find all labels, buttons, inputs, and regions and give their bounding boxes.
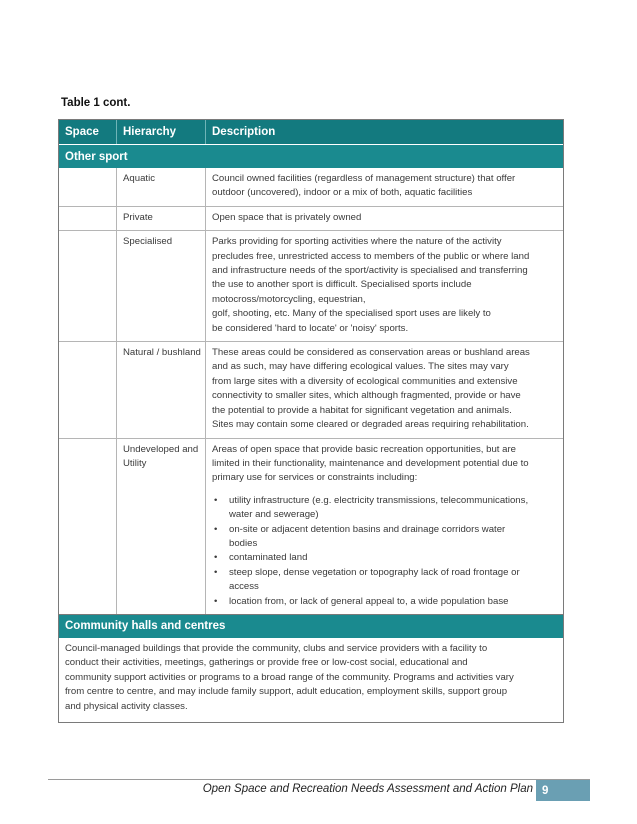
community-line: from centre to centre, and may include family support, adult education, employment skills, support group <box>65 686 508 698</box>
list-item-line: water and sewerage) <box>229 509 319 521</box>
description-line: Open space that is privately owned <box>212 211 362 223</box>
space-cell <box>59 231 117 341</box>
section-rows-other-sport <box>59 168 563 614</box>
description-line: the use to another sport is difficult. Specialised sports include <box>212 279 472 291</box>
section-title-community-halls: Community halls and centres <box>59 614 563 638</box>
constraint-list <box>212 494 557 609</box>
page-number: 9 <box>536 780 590 801</box>
header-space: Space <box>59 120 117 144</box>
list-item <box>212 566 557 595</box>
description-line: These areas could be considered as conservation areas or bushland areas <box>212 347 530 359</box>
table-row <box>59 230 563 341</box>
description-line: limited in their functionality, maintenance and development potential due to <box>212 457 529 469</box>
hierarchy-cell: Undeveloped and Utility <box>117 439 206 614</box>
table-caption: Table 1 cont. <box>61 97 131 109</box>
description-line: motocross/motorcycling, equestrian, <box>212 293 366 305</box>
list-item <box>212 595 557 609</box>
table-header-row <box>59 120 563 144</box>
description-line: Areas of open space that provide basic recreation opportunities, but are <box>212 443 516 455</box>
list-item-line: • location from, or lack of general appeal to, a wide population base <box>229 595 509 607</box>
community-line: and physical activity classes. <box>65 700 188 712</box>
list-item-line: • on-site or adjacent detention basins and drainage corridors water <box>229 523 506 535</box>
table-row <box>59 206 563 230</box>
header-hierarchy: Hierarchy <box>117 120 206 144</box>
space-cell <box>59 168 117 206</box>
list-item <box>212 494 557 523</box>
description-cell <box>206 342 563 437</box>
space-cell <box>59 342 117 437</box>
footer-document-title: Open Space and Recreation Needs Assessment and Action Plan <box>202 783 533 795</box>
description-line: be considered 'hard to locate' or 'noisy' sports. <box>212 322 409 334</box>
description-line: connectivity to smaller sites, which although fragmented, provide or have <box>212 390 521 402</box>
header-description: Description <box>212 126 276 138</box>
hierarchy-cell: Natural / bushland <box>117 342 206 437</box>
section-title-other-sport: Other sport <box>59 144 563 168</box>
description-line: the potential to provide a habitat for significant vegetation and animals. <box>212 404 512 416</box>
description-line: primary use for services or constraints including: <box>212 472 418 484</box>
community-line: community support activities or programs to a broad range of the community. Programs and activities vary <box>65 671 514 683</box>
community-line: conduct their activities, meetings, gatherings or provide free or low-cost social, educational and <box>65 657 468 669</box>
list-item <box>212 523 557 552</box>
description-line: and infrastructure needs of the sport/activity is specialised and transferring <box>212 265 528 277</box>
list-item-line: access <box>229 581 259 593</box>
hierarchy-cell: Private <box>117 207 206 230</box>
description-cell <box>206 439 563 614</box>
hierarchy-cell: Aquatic <box>117 168 206 206</box>
community-line: Council-managed buildings that provide the community, clubs and service providers with a facility to <box>65 642 488 654</box>
list-item <box>212 551 557 565</box>
list-item-line: • steep slope, dense vegetation or topography lack of road frontage or <box>229 566 520 578</box>
description-cell <box>206 168 563 206</box>
list-item-line: • utility infrastructure (e.g. electricity transmissions, telecommunications, <box>229 494 529 506</box>
hierarchy-cell: Specialised <box>117 231 206 341</box>
description-line: outdoor (uncovered), indoor or a mix of both, aquatic facilities <box>212 187 473 199</box>
community-description <box>59 638 563 722</box>
description-line: Parks providing for sporting activities where the nature of the activity <box>212 236 502 248</box>
table-row <box>59 341 563 437</box>
table-row <box>59 438 563 614</box>
description-line: precludes free, unrestricted access to members of the public or where land <box>212 250 530 262</box>
description-line: Sites may contain some cleared or degraded areas requiring rehabilitation. <box>212 419 529 431</box>
description-line: from large sites with a diversity of ecological communities and extensive <box>212 375 518 387</box>
description-line: and as such, may have differing ecological values. The sites may vary <box>212 361 509 373</box>
space-cell <box>59 439 117 614</box>
table-row <box>59 168 563 206</box>
description-cell <box>206 207 563 230</box>
footer-rule <box>48 779 590 780</box>
space-cell <box>59 207 117 230</box>
description-line: Council owned facilities (regardless of management structure) that offer <box>212 173 516 184</box>
description-line: golf, shooting, etc. Many of the specialised sport uses are likely to <box>212 308 491 320</box>
list-item-line: • contaminated land <box>229 552 308 564</box>
list-item-line: bodies <box>229 537 258 549</box>
hierarchy-table <box>58 119 564 723</box>
description-cell <box>206 231 563 341</box>
